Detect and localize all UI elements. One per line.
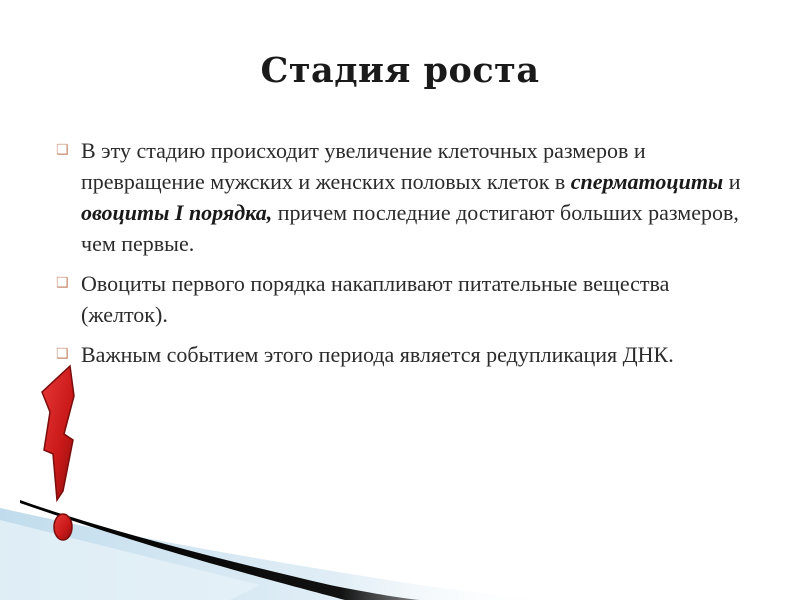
hollow-square-bullet-icon: ❑ — [56, 275, 69, 291]
list-item — [55, 135, 755, 259]
text-segment: Важным событием этого периода является редупликация ДНК. — [81, 342, 674, 367]
bullet-text — [81, 138, 740, 256]
text-segment: Овоциты первого порядка накапливают питательные вещества (желток). — [81, 271, 670, 327]
bullet-list — [55, 135, 755, 379]
hollow-square-bullet-icon: ❑ — [56, 346, 69, 362]
text-segment: и — [723, 169, 741, 194]
emphasized-term: овоциты I порядка, — [81, 200, 273, 225]
text-segment: В эту стадию происходит увеличение клеточных размеров и превращение мужских и женских половых клеток в — [81, 138, 646, 194]
exclamation-dot-shape — [54, 514, 72, 540]
lightning-stroke-shape — [42, 366, 74, 500]
slide-title: Стадия роста — [260, 50, 540, 91]
bullet-text — [81, 342, 674, 367]
emphasized-term: сперматоциты — [570, 169, 724, 194]
list-item — [55, 339, 755, 370]
text-segment: причем последние достигают больших размеров, чем первые. — [81, 200, 739, 256]
hollow-square-bullet-icon: ❑ — [56, 142, 69, 158]
bullet-text — [81, 271, 669, 327]
list-item — [55, 268, 755, 330]
